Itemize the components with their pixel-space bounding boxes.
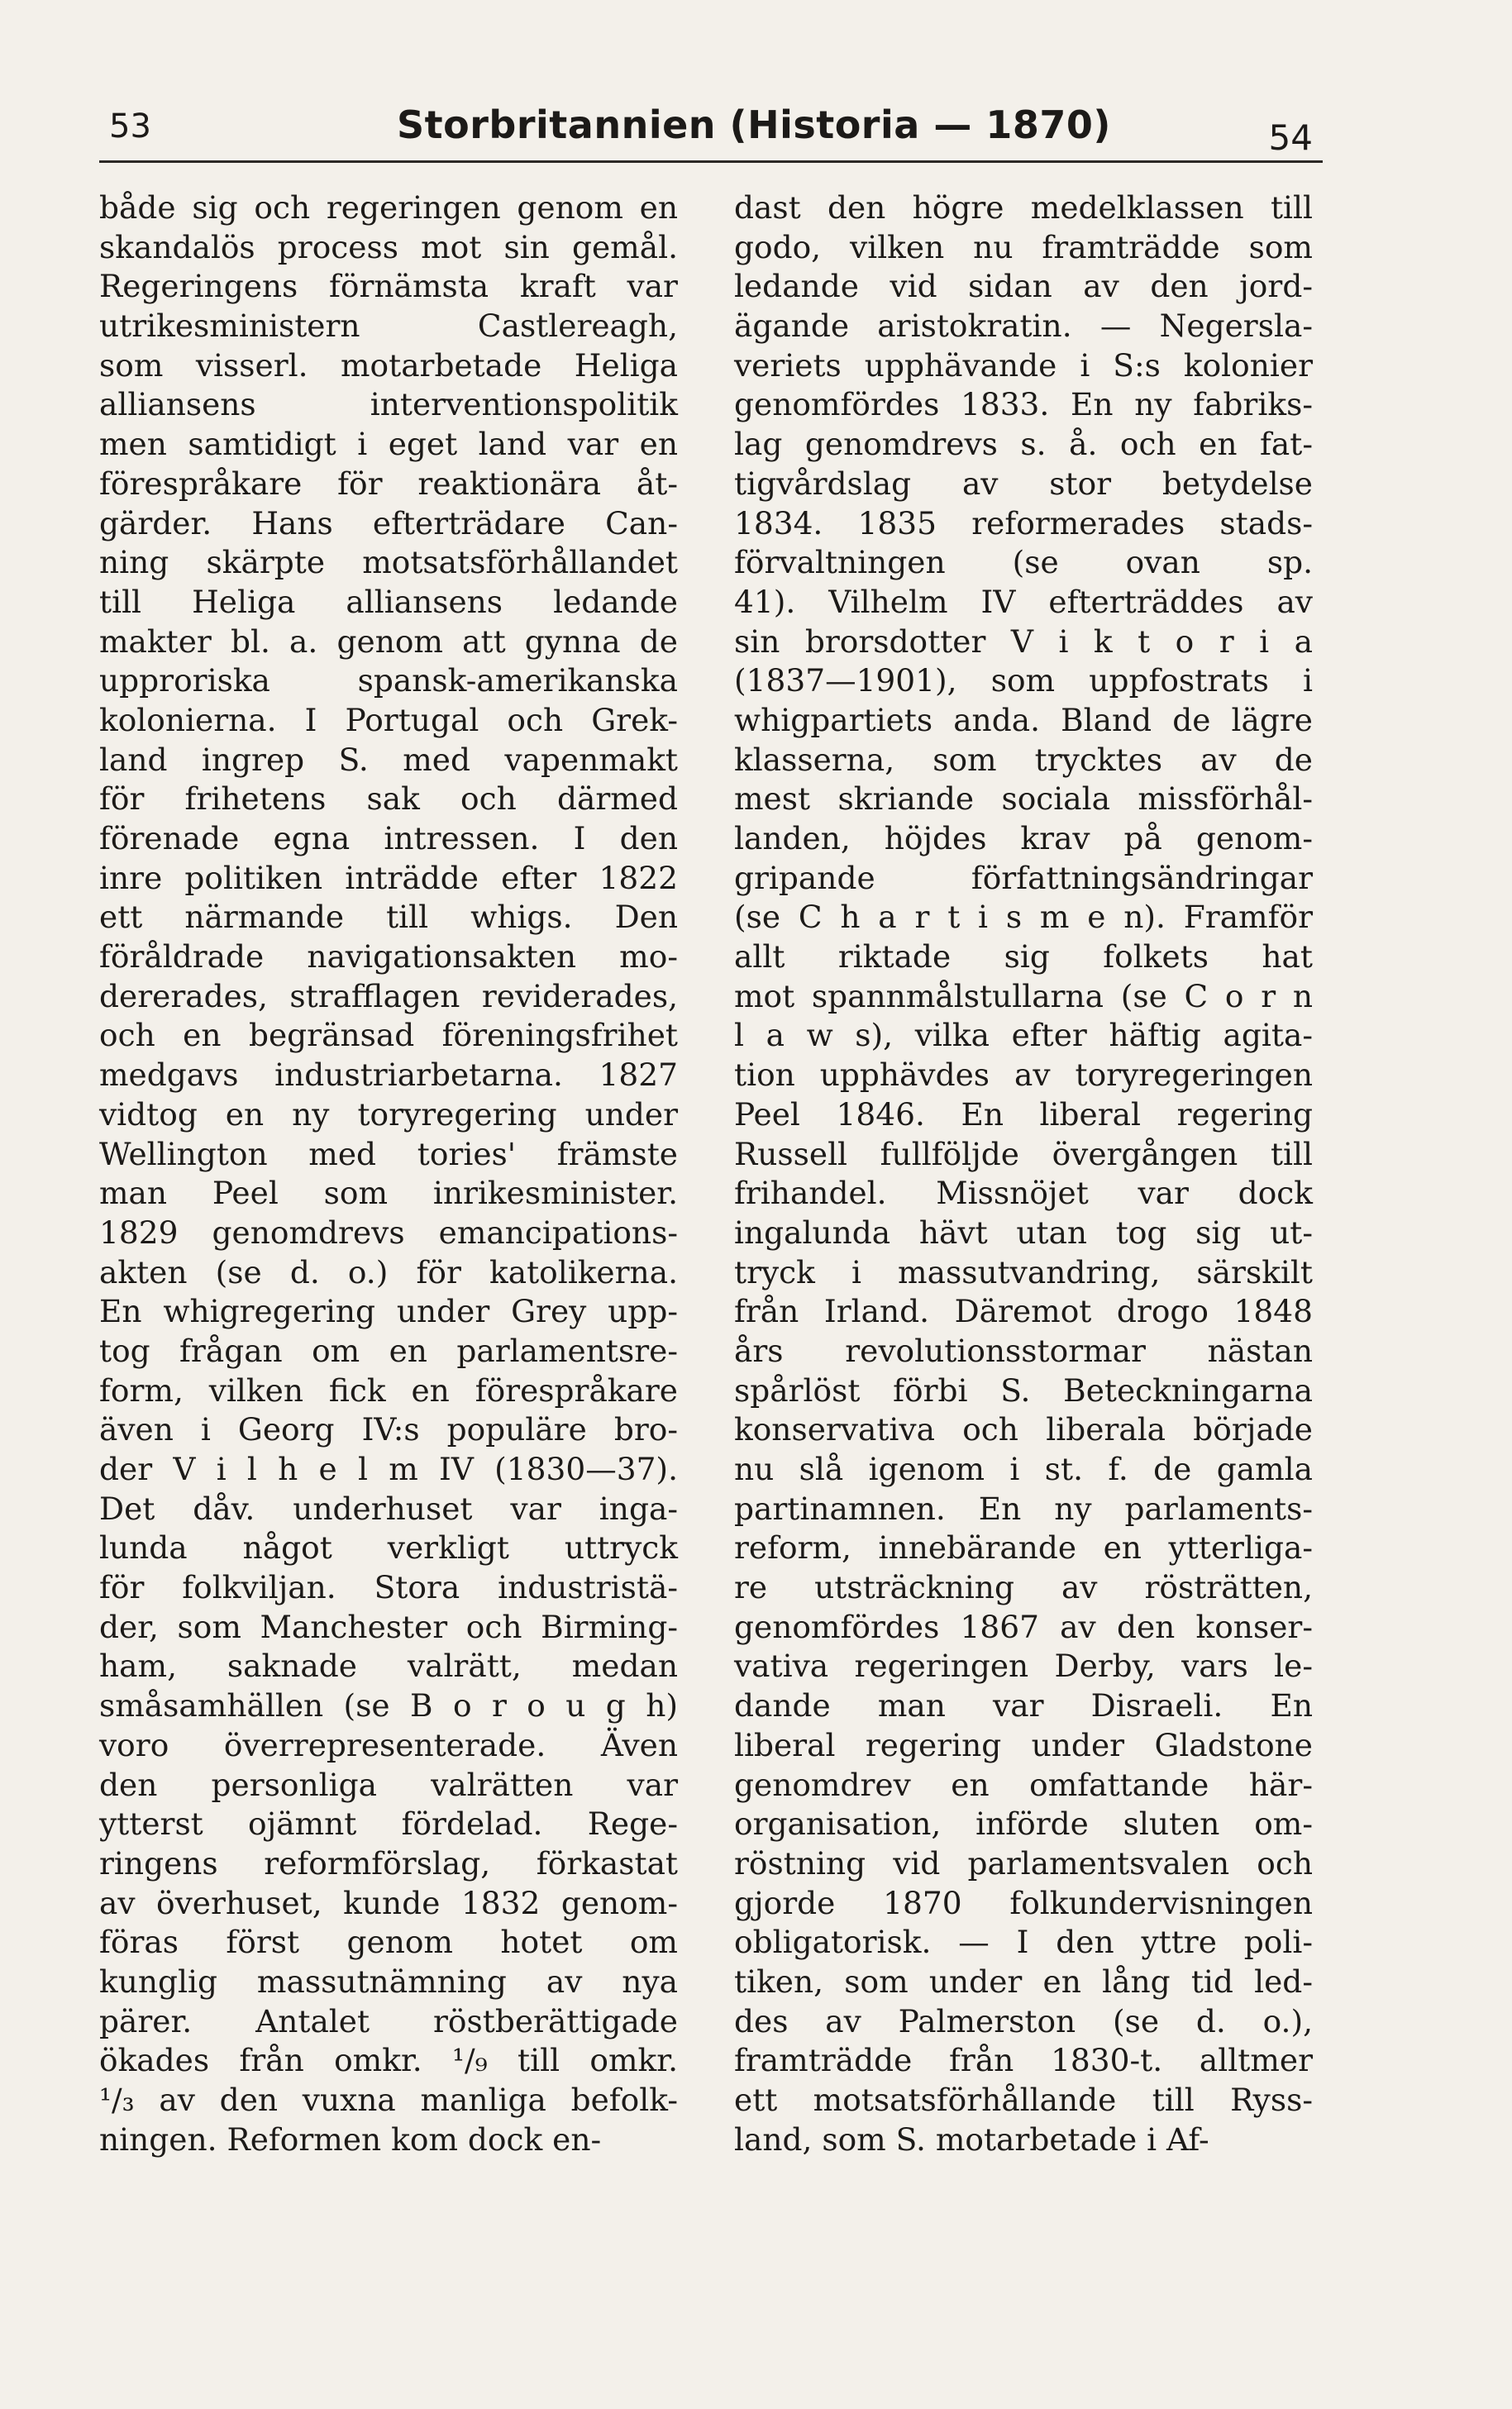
text-line: tion upphävdes av toryregeringen: [734, 1057, 1313, 1094]
text-line: ytterst ojämnt fördelad. Rege-: [99, 1806, 678, 1843]
text-line: ett motsatsförhållande till Ryss-: [734, 2082, 1313, 2118]
text-line: lag genomdrevs s. å. och en fat-: [734, 426, 1313, 463]
text-line: makter bl. a. genom att gynna de: [99, 623, 678, 660]
text-line: gripande författningsändringar: [734, 859, 1313, 896]
text-line: av överhuset, kunde 1832 genom-: [99, 1884, 678, 1921]
text-line: röstning vid parlamentsvalen och: [734, 1844, 1313, 1882]
text-line: vidtog en ny toryregering under: [99, 1095, 678, 1133]
text-line: Det dåv. underhuset var inga-: [99, 1490, 678, 1527]
text-line: tog frågan om en parlamentsre-: [99, 1332, 678, 1369]
text-line: tigvårdslag av stor betydelse: [734, 465, 1313, 502]
text-line: dande man var Disraeli. En: [734, 1687, 1313, 1724]
text-line: tryck i massutvandring, särskilt: [734, 1253, 1313, 1290]
text-line: allt riktade sig folkets hat: [734, 938, 1313, 976]
text-line: form, vilken fick en förespråkare: [99, 1371, 678, 1409]
text-line: organisation, införde sluten om-: [734, 1806, 1313, 1843]
text-line: gjorde 1870 folkundervisningen: [734, 1884, 1313, 1921]
text-line: den personliga valrätten var: [99, 1766, 678, 1803]
text-line: inre politiken inträdde efter 1822: [99, 859, 678, 896]
text-line: förenade egna intressen. I den: [99, 820, 678, 856]
text-line: liberal regering under Gladstone: [734, 1726, 1313, 1763]
text-line: lunda något verkligt uttryck: [99, 1529, 678, 1567]
text-line: men samtidigt i eget land var en: [99, 426, 678, 463]
text-line: der V i l h e l m IV (1830—37).: [99, 1451, 678, 1487]
text-line: tiken, som under en lång tid led-: [734, 1963, 1313, 2000]
text-line: voro överrepresenterade. Även: [99, 1726, 678, 1763]
text-line: förvaltningen (se ovan sp.: [734, 544, 1313, 581]
right-column: [734, 188, 1313, 2173]
text-line: whigpartiets anda. Bland de lägre: [734, 701, 1313, 738]
text-line: som visserl. motarbetade Heliga: [99, 346, 678, 384]
text-line: (se C h a r t i s m e n). Framför: [734, 899, 1313, 936]
text-line: småsamhällen (se B o r o u g h): [99, 1687, 678, 1724]
text-line: ham, saknade valrätt, medan: [99, 1648, 678, 1685]
text-line: för frihetens sak och därmed: [99, 780, 678, 818]
text-line: reform, innebärande en ytterliga-: [734, 1529, 1313, 1567]
text-line: både sig och regeringen genom en: [99, 189, 678, 226]
text-line: land ingrep S. med vapenmakt: [99, 741, 678, 778]
header-rule: [99, 160, 1323, 163]
text-line: 41). Vilhelm IV efterträddes av: [734, 583, 1313, 620]
text-line: genomfördes 1833. En ny fabriks-: [734, 386, 1313, 423]
text-line: veriets upphävande i S:s kolonier: [734, 346, 1313, 384]
text-line: re utsträckning av rösträtten,: [734, 1569, 1313, 1606]
text-line: ökades från omkr. ¹/₉ till omkr.: [99, 2042, 678, 2079]
text-line: för folkviljan. Stora industristä-: [99, 1569, 678, 1606]
page-header: [99, 98, 1323, 164]
text-line: pärer. Antalet röstberättigade: [99, 2002, 678, 2039]
text-line: l a w s), vilka efter häftig agita-: [734, 1017, 1313, 1054]
text-line: medgavs industriarbetarna. 1827: [99, 1057, 678, 1094]
text-line: även i Georg IV:s populäre bro-: [99, 1411, 678, 1448]
text-line: nu slå igenom i st. f. de gamla: [734, 1451, 1313, 1487]
text-line: ägande aristokratin. — Negersla-: [734, 308, 1313, 345]
running-head-title: Storbritannien (Historia — 1870): [397, 103, 1111, 147]
text-line: vativa regeringen Derby, vars le-: [734, 1648, 1313, 1685]
text-line: konservativa och liberala började: [734, 1411, 1313, 1448]
text-line: Russell fullföljde övergången till: [734, 1135, 1313, 1172]
text-line: dererades, strafflagen reviderades,: [99, 977, 678, 1014]
text-line: kunglig massutnämning av nya: [99, 1963, 678, 2000]
text-line: des av Palmerston (se d. o.),: [734, 2002, 1313, 2039]
text-line: framträdde från 1830-t. alltmer: [734, 2042, 1313, 2079]
text-line: från Irland. Däremot drogo 1848: [734, 1293, 1313, 1330]
page-number-left: 53: [109, 107, 151, 145]
text-line: till Heliga alliansens ledande: [99, 583, 678, 620]
text-line: klasserna, som trycktes av de: [734, 741, 1313, 778]
text-line: godo, vilken nu framträdde som: [734, 228, 1313, 265]
text-line: gärder. Hans efterträdare Can-: [99, 504, 678, 541]
text-line: Regeringens förnämsta kraft var: [99, 268, 678, 305]
text-line: land, som S. motarbetade i Af-: [734, 2120, 1209, 2158]
text-line: frihandel. Missnöjet var dock: [734, 1175, 1313, 1212]
text-line: ningen. Reformen kom dock en-: [99, 2120, 602, 2158]
text-line: genomfördes 1867 av den konser-: [734, 1608, 1313, 1645]
text-line: landen, höjdes krav på genom-: [734, 820, 1313, 856]
text-line: En whigregering under Grey upp-: [99, 1293, 678, 1330]
text-line: (1837—1901), som uppfostrats i: [734, 662, 1313, 699]
text-line: skandalös process mot sin gemål.: [99, 228, 678, 265]
text-line: förespråkare för reaktionära åt-: [99, 465, 678, 502]
text-line: sin brorsdotter V i k t o r i a: [734, 623, 1313, 660]
text-line: utrikesministern Castlereagh,: [99, 308, 678, 345]
text-line: 1834. 1835 reformerades stads-: [734, 504, 1313, 541]
text-line: man Peel som inrikesminister.: [99, 1175, 678, 1212]
text-line: ringens reformförslag, förkastat: [99, 1844, 678, 1882]
page-number-right: 54: [1268, 117, 1313, 158]
text-line: ning skärpte motsatsförhållandet: [99, 544, 678, 581]
text-line: Peel 1846. En liberal regering: [734, 1095, 1313, 1133]
text-line: genomdrev en omfattande här-: [734, 1766, 1313, 1803]
text-line: ¹/₃ av den vuxna manliga befolk-: [99, 2082, 678, 2118]
text-line: der, som Manchester och Birming-: [99, 1608, 678, 1645]
text-line: ingalunda hävt utan tog sig ut-: [734, 1214, 1313, 1251]
text-line: mot spannmålstullarna (se C o r n: [734, 977, 1313, 1014]
text-line: föråldrade navigationsakten mo-: [99, 938, 678, 976]
text-line: mest skriande sociala missförhål-: [734, 780, 1313, 818]
text-line: kolonierna. I Portugal och Grek-: [99, 701, 678, 738]
text-line: Wellington med tories' främste: [99, 1135, 678, 1172]
text-line: alliansens interventionspolitik: [99, 386, 678, 423]
text-line: ett närmande till whigs. Den: [99, 899, 678, 936]
text-line: års revolutionsstormar nästan: [734, 1332, 1313, 1369]
left-column: [99, 188, 678, 2173]
text-line: upproriska spansk-amerikanska: [99, 662, 678, 699]
text-line: ledande vid sidan av den jord-: [734, 268, 1313, 305]
text-line: och en begränsad föreningsfrihet: [99, 1017, 678, 1054]
text-line: föras först genom hotet om: [99, 1924, 678, 1961]
text-line: dast den högre medelklassen till: [734, 189, 1313, 226]
text-line: partinamnen. En ny parlaments-: [734, 1490, 1313, 1527]
text-line: spårlöst förbi S. Beteckningarna: [734, 1371, 1313, 1409]
text-line: akten (se d. o.) för katolikerna.: [99, 1253, 678, 1290]
text-line: 1829 genomdrevs emancipations-: [99, 1214, 678, 1251]
text-line: obligatorisk. — I den yttre poli-: [734, 1924, 1313, 1961]
